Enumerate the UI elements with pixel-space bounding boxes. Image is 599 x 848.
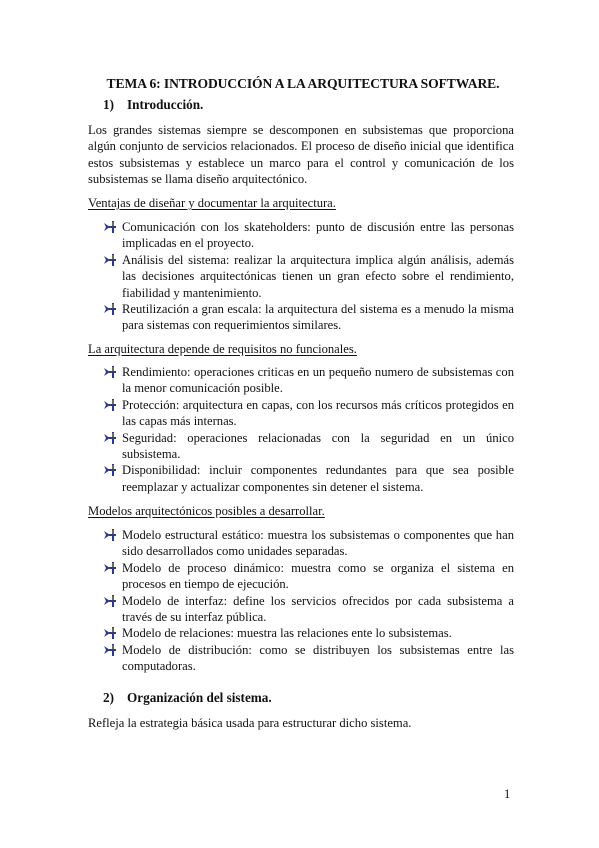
section-number: 2) [103, 690, 114, 705]
list-item-text: Disponibilidad: incluir componentes redundantes para que sea posible reemplazar y actualizar componentes sin detener el sistema. [122, 463, 514, 494]
section-heading-introduccion [103, 97, 203, 113]
list-item-text: Modelo de proceso dinámico: muestra como se organiza el sistema en procesos en tiempo de ejecución. [122, 560, 514, 592]
arrow-bullet-icon [103, 594, 117, 608]
list-item [100, 364, 514, 397]
subheading-requisitos: La arquitectura depende de requisitos no funcionales. [88, 342, 357, 356]
subheading-ventajas: Ventajas de diseñar y documentar la arquitectura. [88, 196, 336, 210]
list-item [100, 625, 514, 641]
list-item [100, 642, 514, 675]
list-item [100, 593, 514, 626]
section-title: Organización del sistema. [127, 690, 272, 705]
intro-paragraph: Los grandes sistemas siempre se descomponen en subsistemas que proporciona algún conjunto de servicios relacionados. El proceso de diseño inicial que identifica estos subsistemas y establece un marco para el control y comunicación de los subsistemas se llama diseño arquitectónico. [88, 123, 514, 187]
section-heading-organizacion [103, 690, 272, 706]
list-item [100, 430, 514, 463]
list-item-text: Rendimiento: operaciones criticas en un pequeño numero de subsistemas con la menor comunicación posible. [122, 365, 514, 396]
list-ventajas [100, 219, 514, 334]
list-item-text: Modelo de interfaz: define los servicios ofrecidos por cada subsistema a través de su interfaz pública. [122, 593, 514, 625]
arrow-bullet-icon [103, 431, 117, 445]
arrow-bullet-icon [103, 561, 117, 575]
page-number: 1 [504, 787, 511, 801]
subheading-modelos: Modelos arquitectónicos posibles a desarrollar. [88, 504, 325, 518]
list-item-text: Seguridad: operaciones relacionadas con la seguridad en un único subsistema. [122, 430, 514, 462]
list-modelos [100, 527, 514, 675]
list-item [100, 219, 514, 252]
list-item-text: Reutilización a gran escala: la arquitectura del sistema es a menudo la misma para sistemas con requerimientos similares. [122, 302, 514, 333]
arrow-bullet-icon [103, 302, 117, 316]
list-item [100, 560, 514, 593]
section-title: Introducción. [127, 97, 204, 112]
arrow-bullet-icon [103, 463, 117, 477]
arrow-bullet-icon [103, 528, 117, 542]
list-item [100, 397, 514, 430]
list-item-text: Análisis del sistema: realizar la arquitectura implica algún análisis, además las decisiones arquitectónicas tienen un gran efecto sobre el rendimiento, fiabilidad y mantenimiento. [122, 252, 514, 300]
list-item-text: Protección: arquitectura en capas, con los recursos más críticos protegidos en las capas más internas. [122, 397, 514, 429]
arrow-bullet-icon [103, 253, 117, 267]
list-item [100, 301, 514, 334]
list-item-text: Modelo estructural estático: muestra los subsistemas o componentes que han sido desarrollados como unidades separadas. [122, 528, 514, 559]
organizacion-paragraph: Refleja la estrategia básica usada para estructurar dicho sistema. [88, 716, 412, 730]
arrow-bullet-icon [103, 643, 117, 657]
list-item [100, 462, 514, 495]
arrow-bullet-icon [103, 626, 117, 640]
list-item-text: Modelo de relaciones: muestra las relaciones ente lo subsistemas. [122, 626, 452, 641]
list-requisitos [100, 364, 514, 495]
arrow-bullet-icon [103, 398, 117, 412]
arrow-bullet-icon [103, 365, 117, 379]
document-title: TEMA 6: INTRODUCCIÓN A LA ARQUITECTURA SOFTWARE. [106, 76, 500, 91]
list-item [100, 252, 514, 301]
section-number: 1) [103, 97, 114, 112]
list-item-text: Comunicación con los skateholders: punto de discusión entre las personas implicadas en el proyecto. [122, 220, 514, 251]
list-item [100, 527, 514, 560]
list-item-text: Modelo de distribución: como se distribuyen los subsistemas entre las computadoras. [122, 642, 514, 674]
arrow-bullet-icon [103, 220, 117, 234]
